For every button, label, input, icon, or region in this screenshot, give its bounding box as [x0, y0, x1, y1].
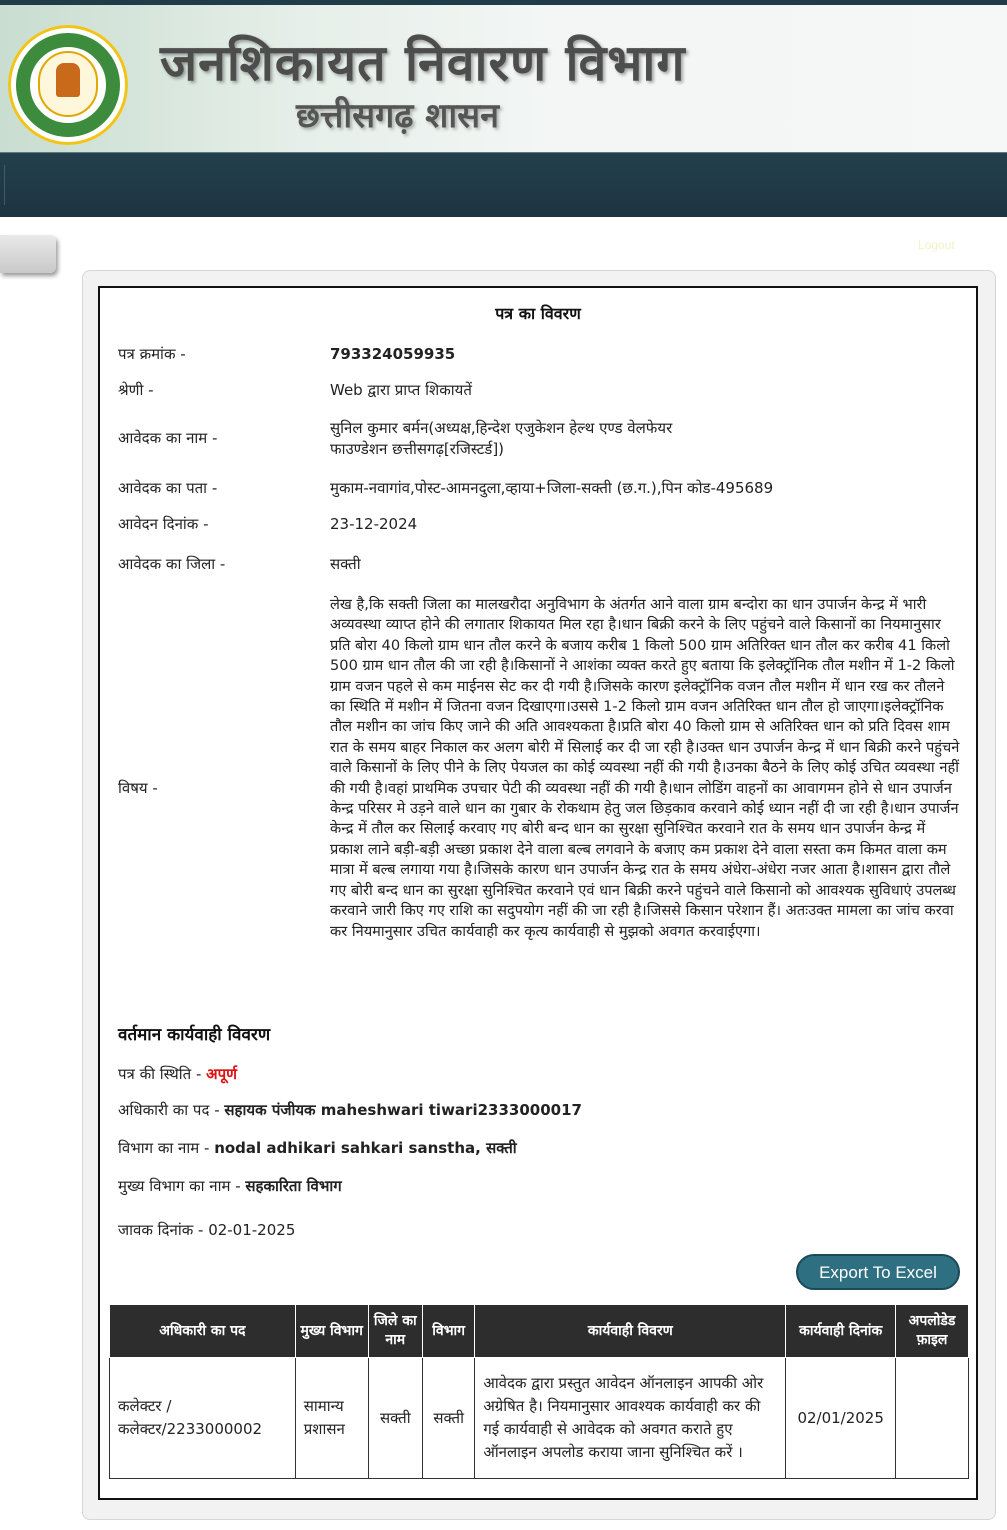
applicant-address-value: मुकाम-नवागांव,पोस्ट-आमनदुला,व्हाया+जिला-सक्ती (छ.ग.),पिन कोड-495689 [330, 479, 774, 497]
applicant-name-value: सुनिल कुमार बर्मन(अध्यक्ष,हिन्देश एजुकेशन हेल्थ एण्ड वेलफेयर फाउण्डेशन छत्तीसगढ़[रजिस्टर्ड]) [330, 419, 673, 458]
main-department-value: सहकारिता विभाग [245, 1177, 342, 1195]
cell-action-details: आवेदक द्वारा प्रस्तुत आवेदन ऑनलाइन आपकी ओर अग्रेषित है। नियमानुसार आवश्यक कार्यवाही कर की गई कार्यवाही से आवेदक को अवगत कराते हुए ऑनलाइन अपलोड कराया जाना सुनिश्चित करें । [475, 1358, 786, 1479]
logout-link[interactable]: Logout [918, 238, 955, 252]
applicant-name-label: आवेदक का नाम - [118, 429, 218, 447]
main-department-label: मुख्य विभाग का नाम - [118, 1177, 241, 1195]
category-label: श्रेणी - [118, 381, 154, 399]
cell-officer: कलेक्टर / कलेक्टर/2233000002 [110, 1358, 296, 1479]
navigation-bar [0, 152, 1007, 217]
subject-value: लेख है,कि सक्ती जिला का मालखरौदा अनुविभाग के अंतर्गत आने वाला ग्राम बन्दोरा का धान उपार्जन केन्द्र में भारी अव्यवस्था व्याप्त होने की लगातार शिकायत मिल रहा है।धान बिक्री करने के लिए पहुंचने वाले किसानों का नियमानुसार प्रति बोरा 40 किलो ग्राम धान तौल करने के बजाय करीब 1 किलो 500 ग्राम अतिरिक्त धान तौल कर करीब 41 किलो 500 ग्राम धान तौल की जा रही है।किसानों ने आशंका व्यक्त करते हुए बताया कि इलेक्ट्रॉनिक तौल मशीन में 1-2 किलो ग्राम वजन पहले से कम माईनस सेट कर दी गयी है।जिसके कारण इलेक्ट्रॉनिक वजन तौल मशीन में धान रख कर तौलने का स्थिति में मशीन में जितना वजन दिखाएगा।उससे 1-2 किलो ग्राम वजन अतिरिक्त धान तौल हो जाएगा।इलेक्ट्रॉनिक तौल मशीन का जांच किए जाने की अति आवश्यकता है।प्रति बोरा 40 किलो ग्राम से अतिरिक्त धान को प्रति दिवस शाम रात के समय बाहर निकाल कर अलग बोरी में सिलाई कर दी जा रही है।उक्त धान उपार्जन केन्द्र में धान बिक्री करने पहुंचने वाले किसानों के लिए पीने के लिए पेयजल का कोई व्यवस्था नहीं की गयी है।उनका बैठने के लिए कोई उचित व्यवस्था नहीं की गयी है।वहां प्राथमिक उपचार पेटी की व्यवस्था नहीं की गयी है।धान लोडिंग वाहनों का आवागमन होने से धान उपार्जन केन्द्र परिसर मे उड़ने वाले धान का गुबार के रोकथाम हेतु जल छिड़काव करवाने कोई ध्यान नहीं दी जा रही है।धान उपार्जन केन्द्र में तौल कर सिलाई करवाए गए बोरी बन्द धान का सुरक्षा सुनिश्चित करवाने रात के समय धान उपार्जन केन्द्र में प्रकाश लाने बड़ी-बड़ी अच्छा प्रकाश देने वाला बल्ब लगवाने के बजाए कम प्रकाश देने वाला सस्ता कम किमत वाला कम मात्रा में बल्ब लगाया गया है।जिसके कारण धान उपार्जन केन्द्र रात के समय अंधेरा-अंधेरा नजर आता है।शासन द्वारा तौले गए बोरी बन्द धान का सुरक्षा सुनिश्चित करवाने एवं धान बिक्री करने पहुंचने वाले किसानो को आवश्यक सुविधाएं उपलब्ध करवाने जारी किए गए राशि का सदुपयोग नहीं की जा रही है।जिससे किसान परेशान हैं। अतःउक्त मामला का जांच करवा कर नियमानुसार उचित कार्यवाही कर कृत्य कार्यवाही से मुझको अवगत करवाईएगा। [330, 596, 960, 940]
action-history-table [109, 1304, 969, 1479]
outward-date-label: जावक दिनांक - [118, 1221, 204, 1239]
details-heading: पत्र का विवरण [495, 304, 581, 323]
subject-label: विषय - [118, 779, 158, 797]
main-department-line [118, 1176, 342, 1196]
cell-department: सक्ती [423, 1358, 475, 1479]
column-header-action-date: कार्यवाही दिनांक [786, 1305, 896, 1358]
department-label: विभाग का नाम - [118, 1139, 210, 1157]
cell-main-dept: सामान्य प्रशासन [295, 1358, 368, 1479]
letter-status-label: पत्र की स्थिति - [118, 1065, 202, 1083]
cell-district: सक्ती [368, 1358, 422, 1479]
category-value: Web द्वारा प्राप्त शिकायतें [330, 381, 472, 399]
applicant-district-value: सक्ती [330, 555, 361, 573]
export-to-excel-button[interactable]: Export To Excel [796, 1254, 960, 1290]
cell-action-date: 02/01/2025 [786, 1358, 896, 1479]
department-value: nodal adhikari sahkari sanstha, सक्ती [214, 1139, 517, 1157]
letter-number-value: 793324059935 [330, 345, 456, 363]
officer-value: सहायक पंजीयक maheshwari tiwari2333000017 [224, 1101, 582, 1119]
letter-status-line [118, 1064, 237, 1084]
applicant-address-label: आवेदक का पता - [118, 479, 218, 497]
applicant-district-label: आवेदक का जिला - [118, 555, 226, 573]
site-subtitle: छत्तीसगढ़ शासन [296, 96, 500, 136]
column-header-action-details: कार्यवाही विवरण [475, 1305, 786, 1358]
officer-label: अधिकारी का पद - [118, 1101, 220, 1119]
letter-number-label: पत्र क्रमांक - [118, 345, 186, 363]
application-date-label: आवेदन दिनांक - [118, 515, 209, 533]
state-emblem-logo [8, 25, 128, 145]
column-header-district: जिले का नाम [368, 1305, 422, 1358]
ashoka-lion-icon [56, 63, 80, 97]
outward-date-line [118, 1220, 295, 1240]
table-row [110, 1358, 969, 1479]
column-header-main-dept: मुख्य विभाग [295, 1305, 368, 1358]
column-header-officer: अधिकारी का पद [110, 1305, 296, 1358]
cell-uploaded-file[interactable] [896, 1358, 969, 1479]
nav-separator [4, 165, 5, 205]
current-action-heading: वर्तमान कार्यवाही विवरण [118, 1025, 271, 1045]
side-menu-toggle[interactable] [0, 235, 56, 273]
officer-line [118, 1100, 582, 1120]
table-header-row [110, 1305, 969, 1358]
header-banner [0, 5, 1007, 152]
department-line [118, 1138, 517, 1158]
column-header-uploaded-file: अपलोडेड फ़ाइल [896, 1305, 969, 1358]
outward-date-value: 02-01-2025 [208, 1221, 296, 1239]
letter-status-value: अपूर्ण [206, 1065, 237, 1083]
application-date-value: 23-12-2024 [330, 515, 418, 533]
column-header-department: विभाग [423, 1305, 475, 1358]
site-title: जनशिकायत निवारण विभाग [160, 34, 686, 92]
